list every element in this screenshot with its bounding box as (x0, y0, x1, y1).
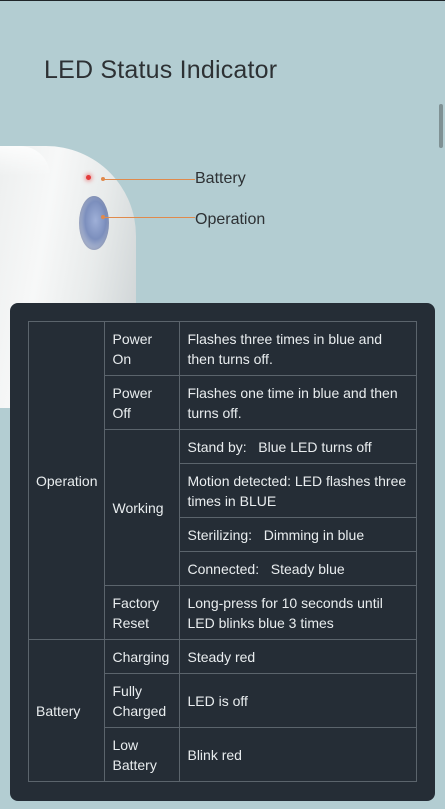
power-on-desc-cell: Flashes three times in blue and then turns off. (180, 322, 417, 376)
low-battery-mode-cell: Low Battery (105, 728, 180, 782)
working-state-cell: Sterilizing: Dimming in blue (180, 518, 417, 552)
battery-led-icon (86, 175, 91, 180)
power-off-desc-cell: Flashes one time in blue and then turns off. (180, 376, 417, 430)
scrollbar-thumb[interactable] (439, 104, 443, 148)
table-row (29, 640, 417, 674)
battery-callout-label: Battery (195, 170, 246, 187)
fully-charged-desc-cell: LED is off (180, 674, 417, 728)
working-mode-cell: Working (105, 430, 180, 586)
operation-callout-line (103, 217, 195, 218)
charging-mode-cell: Charging (105, 640, 180, 674)
working-state-cell: Connected: Steady blue (180, 552, 417, 586)
status-panel (10, 303, 435, 801)
led-status-table (28, 321, 417, 782)
operation-sensor-icon (79, 196, 109, 250)
table-row (29, 322, 417, 376)
working-state-cell: Motion detected: LED flashes three times in BLUE (180, 464, 417, 518)
power-on-mode-cell: Power On (105, 322, 180, 376)
charging-desc-cell: Steady red (180, 640, 417, 674)
battery-callout-line (103, 179, 195, 180)
page-title: LED Status Indicator (44, 56, 278, 84)
power-off-mode-cell: Power Off (105, 376, 180, 430)
low-battery-desc-cell: Blink red (180, 728, 417, 782)
operation-category-cell: Operation (29, 322, 105, 640)
fully-charged-mode-cell: Fully Charged (105, 674, 180, 728)
top-divider (0, 0, 445, 1)
factory-reset-mode-cell: Factory Reset (105, 586, 180, 640)
battery-category-cell: Battery (29, 640, 105, 782)
working-state-cell: Stand by: Blue LED turns off (180, 430, 417, 464)
operation-callout-label: Operation (195, 211, 266, 228)
factory-reset-desc-cell: Long-press for 10 seconds until LED blinks blue 3 times (180, 586, 417, 640)
